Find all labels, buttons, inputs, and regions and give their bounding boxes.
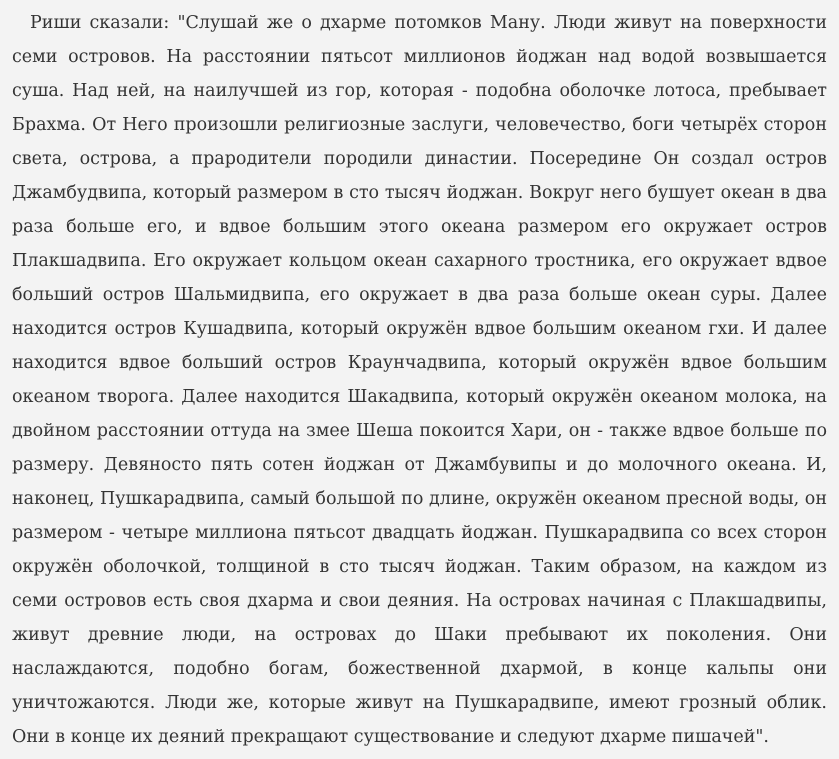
body-paragraph: Риши сказали: "Слушай же о дхарме потомков Ману. Люди живут на поверхности семи островов. На расстоянии пятьсот миллионов йоджан над водой возвышается суша. Над ней, на наилучшей из гор, которая - подобна оболочке лотоса, пребывает Брахма. От Него произошли религиозные заслуги, человечество, боги четырёх сторон света, острова, а прародители породили династии. Посередине Он создал остров Джамбудвипа, который размером в сто тысяч йоджан. Вокруг него бушует океан в два раза больше его, и вдвое большим этого океана размером его окружает остров Плакшадвипа. Его окружает кольцом океан сахарного тростника, его окружает вдвое больший остров Шальмидвипа, его окружает в два раза больше океан суры. Далее находится остров Кушадвипа, который окружён вдвое большим океаном гхи. И далее находится вдвое больший остров Краунчадвипа, который окружён вдвое большим океаном творога. Далее находится Шакадвипа, который окружён океаном молока, на двойном расстоянии оттуда на змее Шеша покоится Хари, он - также вдвое больше по размеру. Девяносто пять сотен йоджан от Джамбувипы и до молочного океана. И, наконец, Пушкарадвипа, самый большой по длине, окружён океаном пресной воды, он размером - четыре миллиона пятьсот двадцать йоджан. Пушкарадвипа со всех сторон окружён оболочкой, толщиной в сто тысяч йоджан. Таким образом, на каждом из семи островов есть своя дхарма и свои деяния. На островах начиная с Плакшадвипы, живут древние люди, на островах до Шаки пребывают их поколения. Они наслаждаются, подобно богам, божественной дхармой, в конце кальпы они уничтожаются. Люди же, которые живут на Пушкарадвипе, имеют грозный облик. Они в конце их деяний прекращают существование и следуют дхарме пишачей". — [12, 13, 827, 747]
